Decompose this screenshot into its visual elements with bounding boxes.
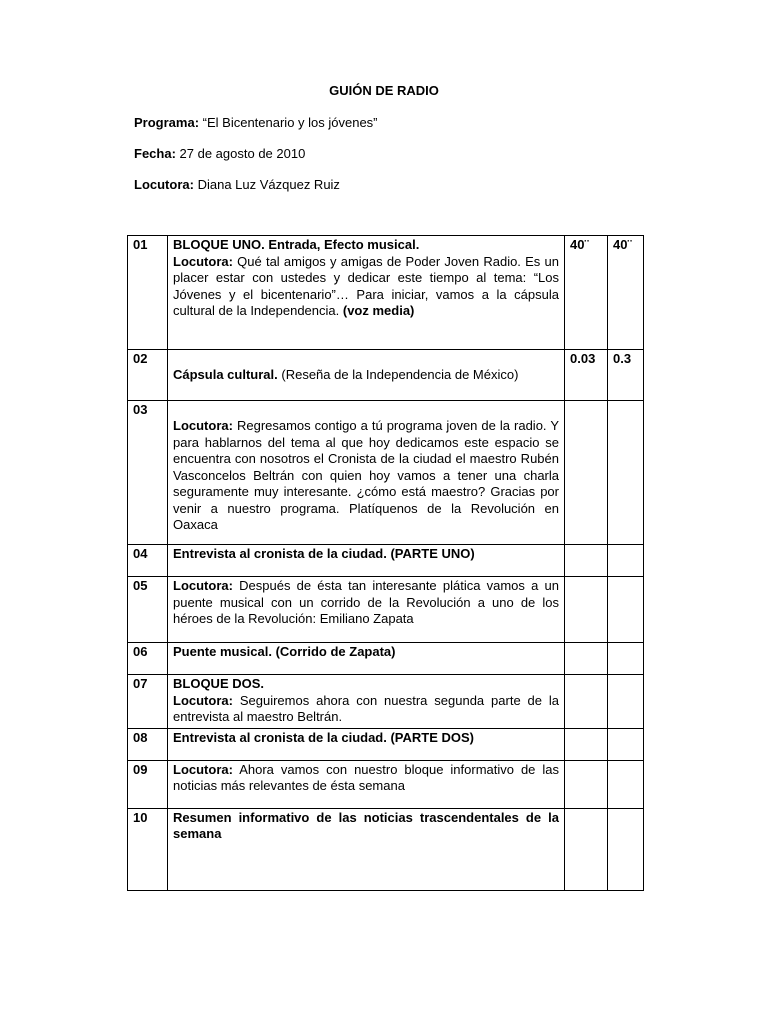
locutora-line [134,177,340,192]
row-content [168,577,565,643]
row-content [168,350,565,401]
row-content [168,236,565,350]
speaker-label: Locutora: [173,692,233,708]
locutora-label: Locutora: [134,177,194,192]
row-text: Seguiremos ahora con nuestra segunda parte de la entrevista al maestro Beltrán. [173,692,559,724]
time-cell [565,401,608,545]
table-row [128,808,644,890]
row-number: 05 [128,577,168,643]
script-table [127,235,644,891]
row-content [168,401,565,545]
time-cell: 40¨ [608,236,644,350]
row-number: 07 [128,675,168,729]
time-cell [608,643,644,675]
table-row [128,236,644,350]
row-heading: Cápsula cultural. [173,367,278,382]
speaker-label: Locutora: [173,253,233,269]
speaker-label: Locutora: [173,761,233,777]
time-cell [608,577,644,643]
row-heading: BLOQUE UNO. Entrada, Efecto musical. [173,237,420,252]
time-cell [608,545,644,577]
row-text: Después de ésta tan interesante plática vamos a un puente musical con un corrido de la Revolución a uno de los héroes de la Revolución: Emiliano Zapata [173,578,559,626]
time-cell [565,808,608,890]
time-cell [608,675,644,729]
row-number: 10 [128,808,168,890]
programa-value: “El Bicentenario y los jóvenes” [202,115,378,130]
row-heading: Puente musical. (Corrido de Zapata) [173,644,396,659]
document-title: GUIÓN DE RADIO [329,83,439,98]
row-heading: Entrevista al cronista de la ciudad. (PARTE DOS) [173,729,474,745]
time-cell [565,760,608,808]
row-content [168,760,565,808]
row-number: 06 [128,643,168,675]
time-cell: 0.03 [565,350,608,401]
row-number: 09 [128,760,168,808]
table-row [128,728,644,760]
row-text: Qué tal amigos y amigas de Poder Joven Radio. Es un placer estar con ustedes y dedicar este tiempo al tema: “Los Jóvenes y el bicentenario”… Para iniciar, vamos a la cápsula cultural de la Independencia. [173,253,559,318]
row-content [168,808,565,890]
fecha-value: 27 de agosto de 2010 [179,146,306,161]
time-cell [565,545,608,577]
row-text-emphasis: (voz media) [342,303,415,318]
time-cell [608,808,644,890]
locutora-value: Diana Luz Vázquez Ruiz [197,177,340,192]
speaker-label: Locutora: [173,418,233,433]
row-heading: Resumen informativo de las noticias trascendentales de la semana [173,809,559,841]
row-text: (Reseña de la Independencia de México) [281,367,519,382]
row-content [168,675,565,729]
time-cell [608,760,644,808]
table-row [128,577,644,643]
speaker-label: Locutora: [173,578,233,593]
table-row [128,760,644,808]
table-row [128,401,644,545]
table-row [128,545,644,577]
time-cell [565,728,608,760]
time-cell [565,675,608,729]
time-cell [565,577,608,643]
time-cell [565,643,608,675]
row-number: 02 [128,350,168,401]
row-number: 08 [128,728,168,760]
programa-label: Programa: [134,115,200,130]
row-number: 04 [128,545,168,577]
row-number: 01 [128,236,168,350]
time-cell: 40¨ [565,236,608,350]
table-row [128,643,644,675]
row-text: Ahora vamos con nuestro bloque informativo de las noticias más relevantes de ésta semana [173,761,559,793]
row-heading: Entrevista al cronista de la ciudad. (PARTE UNO) [173,546,475,561]
time-cell [608,401,644,545]
programa-line [134,115,378,130]
row-heading: BLOQUE DOS. [173,676,265,691]
time-cell: 0.3 [608,350,644,401]
fecha-label: Fecha: [134,146,176,161]
fecha-line [134,146,305,161]
table-row [128,675,644,729]
row-content [168,545,565,577]
time-cell [608,728,644,760]
row-content [168,643,565,675]
row-text: Regresamos contigo a tú programa joven de la radio. Y para hablarnos del tema al que hoy dedicamos este espacio se encuentra con nosotros el Cronista de la ciudad el maestro Rubén Vasconcelos Beltrán con quien hoy vamos a tener una charla seguramente muy interesante. ¿cómo está maestro? Gracias por venir a nuestro programa. Platíquenos de la Revolución en Oaxaca [173,418,559,532]
row-number: 03 [128,401,168,545]
row-content [168,728,565,760]
table-row [128,350,644,401]
